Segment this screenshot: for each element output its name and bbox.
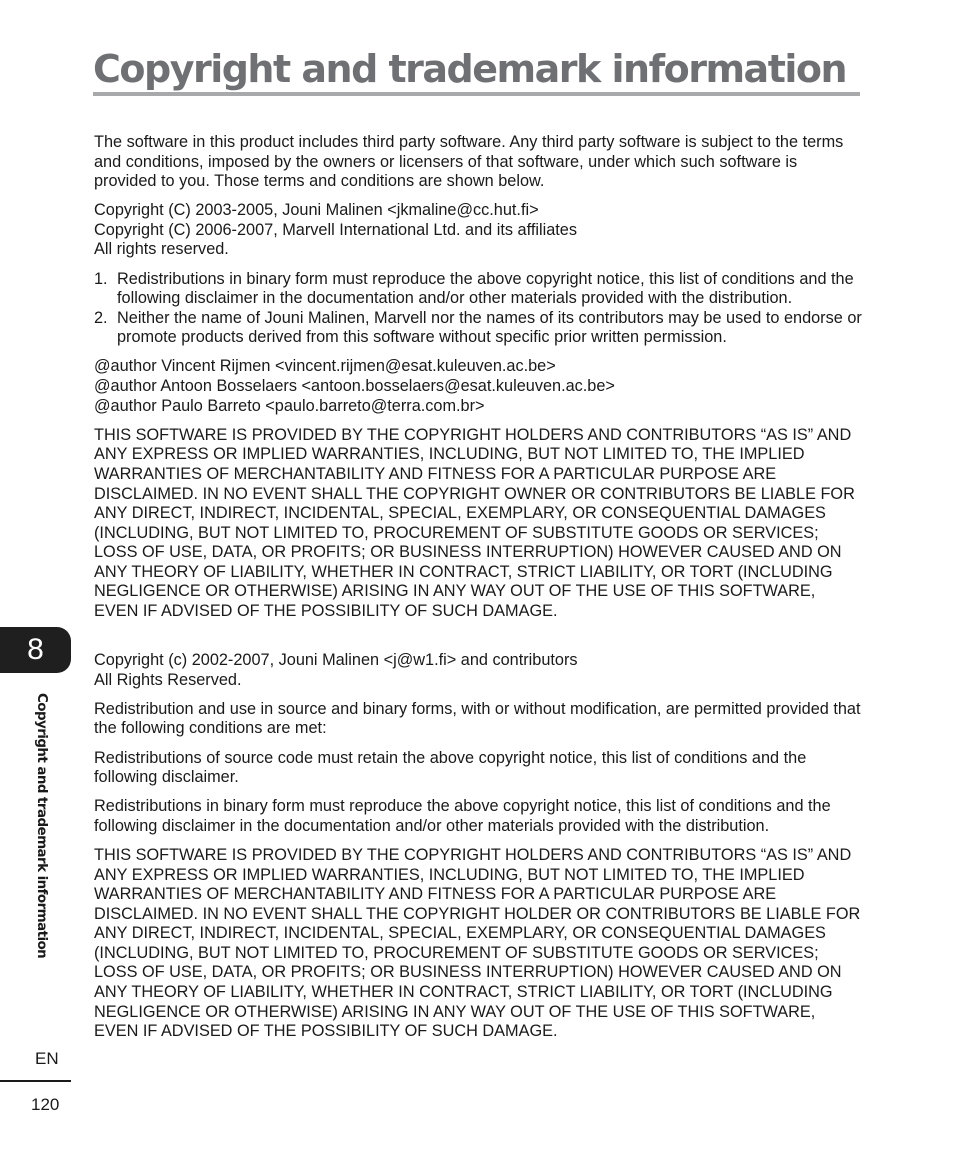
copyright-line: Copyright (c) 2002-2007, Jouni Malinen <j@w1.fi> and contributors — [94, 651, 578, 670]
conditions-list — [94, 270, 862, 348]
list-number: 2. — [94, 308, 108, 327]
list-item-text: Redistributions in binary form must reproduce the above copyright notice, this list of conditions and the following disclaimer in the documentation and/or other materials provided with the distribution. — [117, 269, 854, 308]
language-indicator: EN — [35, 1049, 59, 1068]
page-title: Copyright and trademark information — [93, 47, 847, 91]
copyright-line: Copyright (C) 2006-2007, Marvell International Ltd. and its affiliates — [94, 220, 577, 239]
footer-divider — [0, 1080, 71, 1082]
list-number: 1. — [94, 269, 108, 288]
list-item — [94, 270, 862, 309]
source-code-paragraph: Redistributions of source code must retain the above copyright notice, this list of conditions and the following disclaimer. — [94, 748, 807, 787]
chapter-tab: 8 — [0, 627, 71, 673]
disclaimer-paragraph-1: THIS SOFTWARE IS PROVIDED BY THE COPYRIGHT HOLDERS AND CONTRIBUTORS “AS IS” AND ANY EXPRESS OR IMPLIED WARRANTIES, INCLUDING, BUT NOT LIMITED TO, THE IMPLIED WARRANTIES OF MERCHANTABILITY AND FITNESS FOR A PARTICULAR PURPOSE ARE DISCLAIMED. IN NO EVENT SHALL THE COPYRIGHT OWNER OR CONTRIBUTORS BE LIABLE FOR ANY DIRECT, INDIRECT, INCIDENTAL, SPECIAL, EXEMPLARY, OR CONSEQUENTIAL DAMAGES (INCLUDING, BUT NOT LIMITED TO, PROCUREMENT OF SUBSTITUTE GOODS OR SERVICES; LOSS OF USE, DATA, OR PROFITS; OR BUSINESS INTERRUPTION) HOWEVER CAUSED AND ON ANY THEORY OF LIABILITY, WHETHER IN CONTRACT, STRICT LIABILITY, OR TORT (INCLUDING NEGLIGENCE OR OTHERWISE) ARISING IN ANY WAY OUT OF THE USE OF THIS SOFTWARE, EVEN IF ADVISED OF THE POSSIBILITY OF SUCH DAMAGE. — [94, 425, 855, 621]
copyright-block-1 — [94, 201, 862, 260]
intro-paragraph: The software in this product includes third party software. Any third party software is subject to the terms and conditions, imposed by the owners or licensers of that software, under which such software is provided to you. Those terms and conditions are shown below. — [94, 133, 844, 191]
redistribution-paragraph: Redistribution and use in source and binary forms, with or without modification, are permitted provided that the following conditions are met: — [94, 699, 861, 738]
authors-block — [94, 357, 862, 416]
page-number: 120 — [31, 1095, 60, 1114]
copyright-line: All rights reserved. — [94, 240, 229, 259]
title-underline — [93, 92, 860, 96]
disclaimer-paragraph-2: THIS SOFTWARE IS PROVIDED BY THE COPYRIGHT HOLDERS AND CONTRIBUTORS “AS IS” AND ANY EXPRESS OR IMPLIED WARRANTIES, INCLUDING, BUT NOT LIMITED TO, THE IMPLIED WARRANTIES OF MERCHANTABILITY AND FITNESS FOR A PARTICULAR PURPOSE ARE DISCLAIMED. IN NO EVENT SHALL THE COPYRIGHT HOLDER OR CONTRIBUTORS BE LIABLE FOR ANY DIRECT, INDIRECT, INCIDENTAL, SPECIAL, EXEMPLARY, OR CONSEQUENTIAL DAMAGES (INCLUDING, BUT NOT LIMITED TO, PROCUREMENT OF SUBSTITUTE GOODS OR SERVICES; LOSS OF USE, DATA, OR PROFITS; OR BUSINESS INTERRUPTION) HOWEVER CAUSED AND ON ANY THEORY OF LIABILITY, WHETHER IN CONTRACT, STRICT LIABILITY, OR TORT (INCLUDING NEGLIGENCE OR OTHERWISE) ARISING IN ANY WAY OUT OF THE USE OF THIS SOFTWARE, EVEN IF ADVISED OF THE POSSIBILITY OF SUCH DAMAGE. — [94, 845, 861, 1041]
list-item-text: Neither the name of Jouni Malinen, Marvell nor the names of its contributors may be used to endorse or promote products derived from this software without specific prior written permission. — [117, 308, 862, 347]
section-spacer — [94, 631, 862, 651]
copyright-line: All Rights Reserved. — [94, 670, 242, 689]
copyright-block-2 — [94, 651, 862, 690]
document-body — [94, 133, 862, 1051]
author-line: @author Paulo Barreto <paulo.barreto@terra.com.br> — [94, 396, 485, 415]
list-item — [94, 309, 862, 348]
author-line: @author Vincent Rijmen <vincent.rijmen@esat.kuleuven.ac.be> — [94, 357, 556, 376]
chapter-side-label: Copyright and trademark information — [34, 693, 50, 959]
copyright-line: Copyright (C) 2003-2005, Jouni Malinen <jkmaline@cc.hut.fi> — [94, 201, 539, 220]
author-line: @author Antoon Bosselaers <antoon.bosselaers@esat.kuleuven.ac.be> — [94, 377, 615, 396]
binary-form-paragraph: Redistributions in binary form must reproduce the above copyright notice, this list of conditions and the following disclaimer in the documentation and/or other materials provided with the distribution. — [94, 797, 831, 835]
